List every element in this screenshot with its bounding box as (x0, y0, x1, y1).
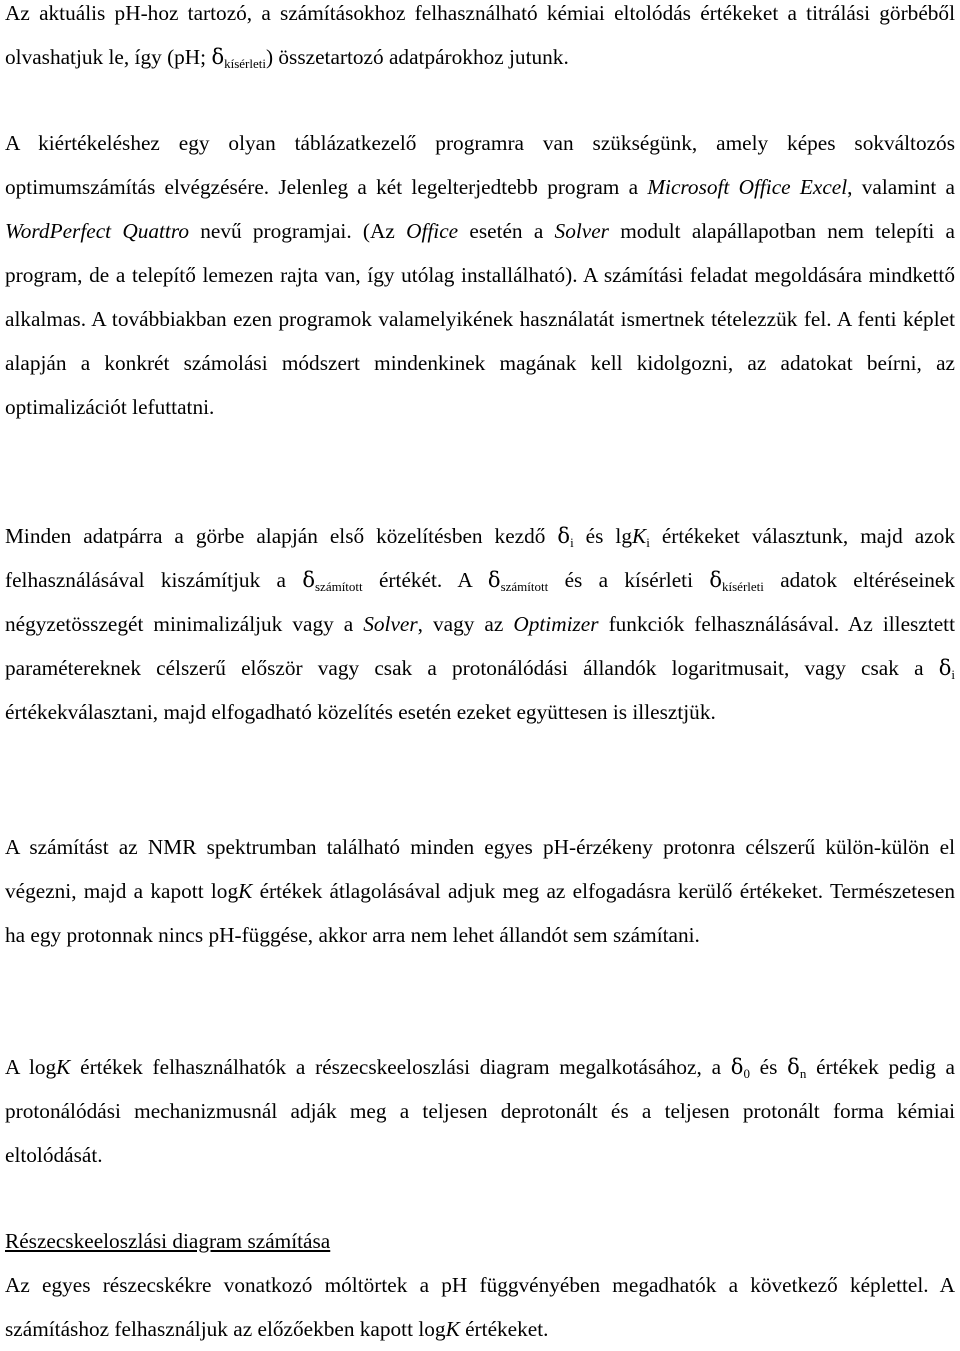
delta-symbol: δ (730, 1055, 744, 1079)
text: nevű programjai. (Az (188, 219, 407, 243)
subscript: n (799, 1066, 807, 1081)
subscript: kísérleti (224, 56, 266, 71)
text: , valamint a (847, 175, 955, 199)
italic-term: K (631, 524, 647, 548)
text: értékek átlagolásával adjuk meg az elfogadásra kerülő értékeket. Természetesen ha egy protonnak nincs pH-függése, akkor arra nem lehet állandót sem számítani. (5, 879, 955, 947)
text: modult alapállapotban nem telepíti a program, de a telepítő lemezen rajta van, így utólag installálható). A számítási feladat megoldására mindkettő alkalmas. A továbbiakban ezen programok valamelyikének használatát ismertnek tételezzük fel. A fenti képlet alapján a konkrét számolási módszert mindenkinek magának kell kidolgozni, az adatokat beírni, az optimalizációt lefuttatni. (5, 219, 955, 419)
delta-symbol: δ (487, 568, 501, 592)
delta-symbol: δ (938, 656, 952, 680)
text: , vagy az (417, 612, 514, 636)
paragraph-fitting (5, 514, 955, 734)
text: értékeket. (459, 1317, 549, 1341)
subscript: kísérleti (722, 579, 764, 594)
text: Az aktuális pH-hoz tartozó, a számításokhoz felhasználható kémiai eltolódás értékeket a titrálási görbéből olvashatjuk le, így (pH; (5, 1, 955, 69)
italic-term: Solver (554, 219, 609, 243)
delta-symbol: δ (302, 568, 315, 592)
paragraph-nmr (5, 825, 955, 957)
text: értékek felhasználhatók a részecskeeloszlási diagram megalkotásához, a (70, 1055, 731, 1079)
text: adatok eltéréseinek négyzetösszegét minimalizáljuk vagy a (5, 568, 955, 636)
italic-term: K (238, 879, 253, 903)
italic-term: K (445, 1317, 460, 1341)
text: Minden adatpárra a görbe alapján első közelítésben kezdő (5, 524, 558, 548)
paragraph-mole-fraction (5, 1263, 955, 1351)
text: értékeket választunk, majd azok felhasználásával kiszámítjuk a (5, 524, 955, 592)
subscript: i (646, 535, 650, 550)
paragraph-ph-data (5, 0, 955, 79)
paragraph-logk (5, 1045, 955, 1177)
text: értékét. A (362, 568, 488, 592)
paragraph-spreadsheet (5, 121, 955, 429)
delta-symbol: δ (787, 1055, 800, 1079)
text: és lg (573, 524, 632, 548)
italic-term: Office (406, 219, 459, 243)
italic-term: Solver (363, 612, 418, 636)
section-heading: Részecskeeloszlási diagram számítása (5, 1229, 331, 1253)
delta-symbol: δ (557, 524, 571, 548)
delta-symbol: δ (211, 45, 225, 69)
italic-term: Microsoft Office Excel (647, 175, 848, 199)
text: értékek pedig a protonálódási mechanizmusnál adják meg a teljesen deprotonált és a teljesen protonált forma kémiai eltolódását. (5, 1055, 955, 1167)
delta-symbol: δ (709, 568, 722, 592)
text: Az egyes részecskékre vonatkozó móltörtek a pH függvényében megadhatók a következő képlettel. A számításhoz felhasználjuk az előzőekben kapott log (5, 1273, 955, 1341)
text: értékekválasztani, majd elfogadható közelítés esetén ezeket együttesen is illesztjük. (5, 700, 716, 724)
text: esetén a (458, 219, 555, 243)
text: és (749, 1055, 788, 1079)
text: és a kísérleti (548, 568, 710, 592)
subscript: számított (314, 579, 363, 594)
italic-term: K (56, 1055, 71, 1079)
italic-term: WordPerfect Quattro (5, 219, 189, 243)
italic-term: Optimizer (513, 612, 599, 636)
text: funkciók felhasználásával. Az illesztett paramétereknek célszerű először vagy csak a protonálódási állandók logaritmusait, vagy csak a (5, 612, 955, 680)
text: ) összetartozó adatpárokhoz jutunk. (265, 45, 569, 69)
text: A kiértékeléshez egy olyan táblázatkezelő programra van szükségünk, amely képes sokváltozós optimumszámítás elvégzésére. Jelenleg a két legelterjedtebb program a (5, 131, 955, 199)
subscript: i (951, 667, 955, 682)
subscript: 0 (743, 1066, 750, 1081)
subscript: számított (500, 579, 549, 594)
text: A log (5, 1055, 57, 1079)
text: A számítást az NMR spektrumban található minden egyes pH-érzékeny protonra célszerű külön-külön el végezni, majd a kapott log (5, 835, 955, 903)
subscript: i (570, 535, 574, 550)
